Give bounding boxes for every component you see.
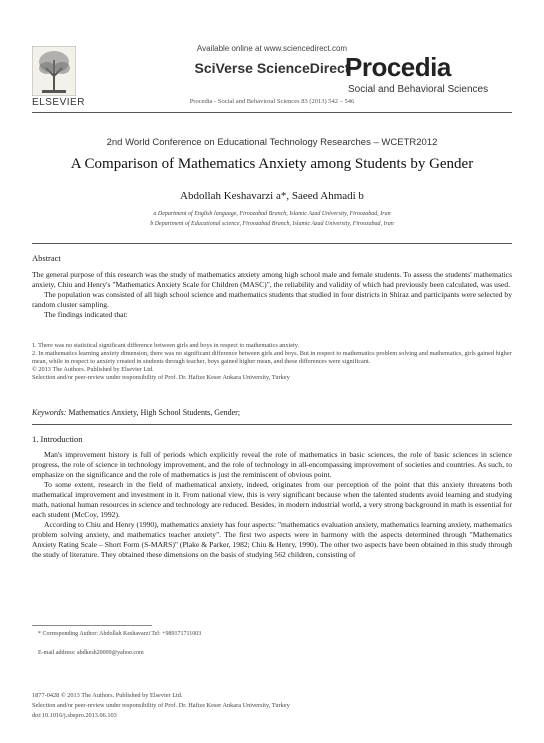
abstract-review: Selection and/or peer-review under responsibility of Prof. Dr. Hafize Keser Ankara University, Turkey [32, 374, 290, 381]
abstract-bottom-rule [32, 424, 512, 425]
abstract-body [32, 270, 512, 320]
abstract-p2: The population was consisted of all high school science and mathematics students that studied in four districts in Shiraz and participants were selected by random cluster sampling. [32, 290, 512, 309]
conference-line: 2nd World Conference on Educational Technology Researches – WCETR2012 [106, 137, 438, 148]
journal-citation: Procedia - Social and Behavioral Sciences 83 (2013) 542 – 546 [189, 98, 355, 105]
platform-name: SciVerse ScienceDirect [194, 60, 350, 76]
journal-brand: Procedia [345, 52, 451, 82]
footnote-email: E-mail address: abdkesh20099@yahoo.com [38, 650, 144, 656]
available-online-line: Available online at www.sciencedirect.com [196, 44, 348, 53]
keywords-label: Keywords: [32, 408, 67, 417]
intro-p2: To some extent, research in the field of mathematical anxiety, indeed, originates from our perception of the point that this anxiety threatens both mathematical improvement and investment in it. From national view, this is very significant because when the talented students avoid learning and studying math, national human resources in science and technology are reduced. Besides, in modern industrial world, a very strong background in math is essential for each student (McCoy, 1992). [32, 480, 512, 519]
publisher-name: ELSEVIER [32, 97, 85, 108]
intro-heading: 1. Introduction [32, 434, 83, 444]
abstract-top-rule [32, 243, 512, 244]
paper-title: A Comparison of Mathematics Anxiety among Students by Gender [70, 156, 474, 172]
keywords-text: Mathematics Anxiety, High School Students, Gender; [68, 408, 241, 417]
header-rule [32, 112, 512, 113]
abstract-heading: Abstract [32, 253, 61, 263]
abstract-findings [32, 342, 512, 382]
abstract-p3: The findings indicated that: [44, 310, 128, 319]
keywords [32, 408, 240, 417]
footnote-rule [32, 625, 152, 626]
affiliation-a: a Department of English language, Firoozabad Branch, Islamic Azad University, Firoozabad, Iran [153, 211, 391, 217]
footer-doi: doi:10.1016/j.sbspro.2013.06.103 [32, 712, 117, 719]
intro-p3: According to Chiu and Henry (1990), mathematics anxiety has four aspects: "mathematics evaluation anxiety, mathematics learning anxiety, mathematics problem solving anxiety, and mathematics teacher anxiety". The first two aspects were in harmony with the aspects determined through "Mathematics Anxiety Rating Scale – Short Form (S-MARS)" (Plake & Parker, 1982; Chiu & Henry, 1990). The other two aspects have been obtained in this study through the study of literature. They obtained these dimensions on the basis of studying 562 children, consisting of [32, 520, 512, 559]
footnote-corresponding: * Corresponding Author: Abdollah Keshavarzi Tel: +989171711003 [38, 631, 202, 637]
abstract-finding-2: 2. In mathematics learning anxiety dimension, there was no significant difference between girls and boys. But in respect to mathematics problem solving and mathematics, girls gained higher mean, while in respect to anxiety created in students through teacher, boys gained higher mean, and these differences were significant. [32, 350, 512, 365]
authors: Abdollah Keshavarzi a*, Saeed Ahmadi b [180, 190, 364, 202]
intro-p1: Man's improvement history is full of periods which explicitly reveal the role of mathematics in basic sciences, the role of basic sciences in science progress, the role of science in technology improvement, and the role of technology in all-encompassing improvement of societies and countries. As such, to emphasize on the significance and the role of mathematics is just the reminiscent of obvious point. [32, 450, 512, 479]
abstract-copyright: © 2013 The Authors. Published by Elsevier Ltd. [32, 366, 154, 373]
footer-review: Selection and/or peer-review under responsibility of Prof. Dr. Hafize Keser Ankara University, Turkey [32, 702, 290, 709]
abstract-p1: The general purpose of this research was the study of mathematics anxiety among high school male and female students. To assess the students' mathematics anxiety, Chiu and Henry's "Mathematics Anxiety Scale for Children (MASC)", the reliability and validity of which had previously been calculated, was used. [32, 270, 512, 289]
intro-body [32, 450, 512, 560]
abstract-finding-1: 1. There was no statistical significant difference between girls and boys in respect to mathematics anxiety. [32, 342, 300, 349]
journal-subtitle: Social and Behavioral Sciences [348, 84, 489, 95]
affiliation-b: b Department of Educational science, Firoozabad Branch, Islamic Azad University, Firoozabad, Iran [150, 221, 394, 227]
footer-issn: 1877-0428 © 2013 The Authors. Published by Elsevier Ltd. [32, 692, 183, 699]
